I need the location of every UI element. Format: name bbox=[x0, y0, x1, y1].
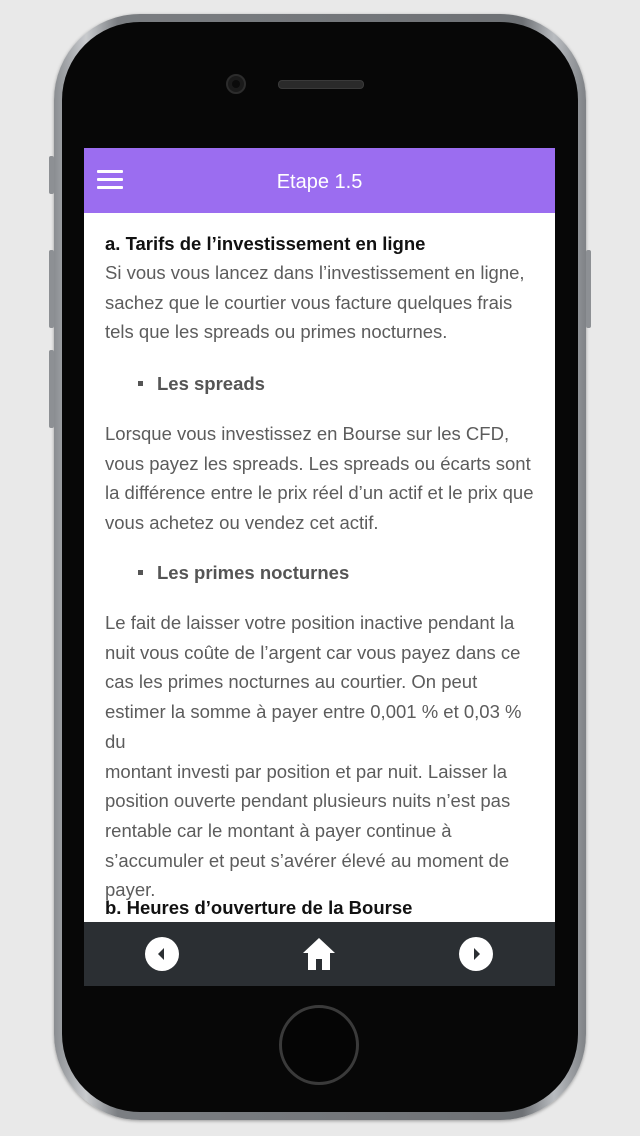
primes-line: payer. bbox=[105, 879, 156, 901]
bullet-label: Les spreads bbox=[157, 373, 265, 394]
previous-button[interactable] bbox=[145, 937, 179, 971]
intro-line: tels que les spreads ou primes nocturnes. bbox=[105, 321, 448, 343]
chevron-left-icon bbox=[145, 937, 179, 971]
bottom-navigation bbox=[84, 922, 555, 986]
mute-switch bbox=[49, 156, 54, 194]
section-heading-a: a. Tarifs de l’investissement en ligne bbox=[105, 233, 426, 254]
primes-line: estimer la somme à payer entre 0,001 % et 0,03 % du bbox=[105, 701, 522, 752]
primes-line: Le fait de laisser votre position inactive pendant la bbox=[105, 612, 515, 633]
next-button[interactable] bbox=[459, 937, 493, 971]
home-button[interactable] bbox=[301, 936, 337, 972]
primes-line: rentable car le montant à payer continue à bbox=[105, 819, 452, 841]
spreads-line: vous achetez ou vendez cet actif. bbox=[105, 512, 379, 534]
primes-line: s’accumuler et peut s’avérer élevé au moment de bbox=[105, 849, 510, 871]
bullet-square-icon bbox=[138, 381, 143, 386]
app-bar bbox=[84, 148, 555, 213]
front-camera bbox=[226, 74, 246, 94]
primes-line: nuit vous coûte de l’argent car vous payez dans ce bbox=[105, 641, 521, 663]
page-title: Etape 1.5 bbox=[276, 171, 363, 193]
device-home-button[interactable] bbox=[279, 1005, 359, 1085]
intro-paragraph bbox=[105, 258, 545, 347]
article-content bbox=[84, 213, 555, 922]
primes-line: position ouverte pendant plusieurs nuits n’est pas bbox=[105, 790, 511, 812]
primes-line: cas les primes nocturnes au courtier. On peut bbox=[105, 671, 478, 693]
volume-up-button bbox=[49, 250, 54, 328]
spreads-paragraph bbox=[105, 419, 545, 538]
earpiece-speaker bbox=[278, 80, 364, 89]
bullet-label: Les primes nocturnes bbox=[157, 562, 350, 583]
chevron-right-icon bbox=[459, 937, 493, 971]
volume-down-button bbox=[49, 350, 54, 428]
primes-line: montant investi par position et par nuit. Laisser la bbox=[105, 760, 508, 782]
app-screen bbox=[84, 148, 555, 986]
primes-paragraph bbox=[105, 608, 545, 905]
spreads-line: Lorsque vous investissez en Bourse sur les CFD, bbox=[105, 423, 510, 444]
home-icon bbox=[301, 936, 337, 972]
section-heading-b: b. Heures d’ouverture de la Bourse bbox=[105, 897, 413, 918]
intro-line: sachez que le courtier vous facture quelques frais bbox=[105, 291, 513, 313]
intro-line: Si vous vous lancez dans l’investissement en ligne, bbox=[105, 262, 525, 283]
spreads-line: la différence entre le prix réel d’un actif et le prix que bbox=[105, 482, 534, 504]
bullet-square-icon bbox=[138, 570, 143, 575]
power-button bbox=[586, 250, 591, 328]
spreads-line: vous payez les spreads. Les spreads ou écarts sont bbox=[105, 452, 531, 474]
